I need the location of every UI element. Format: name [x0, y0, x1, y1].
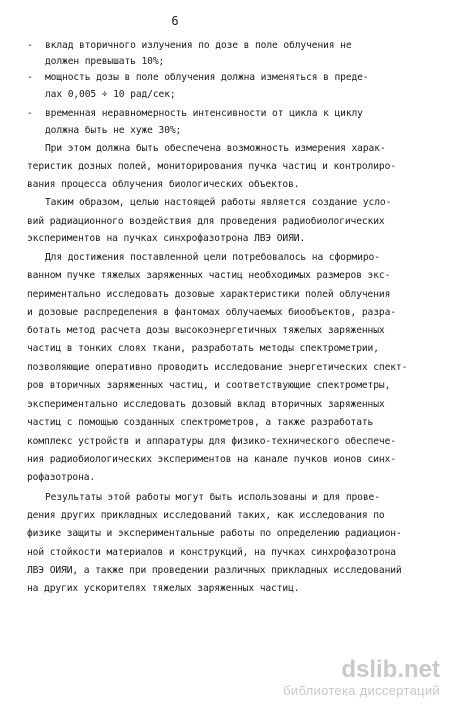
watermark-logo — [250, 657, 440, 698]
page-number: 6 — [171, 14, 179, 28]
paragraph-line: частиц с помощью созданных спектрометров, а также разработать — [27, 417, 374, 428]
bullet-mark: - — [27, 40, 33, 51]
paragraph-line: Таким образом, целью настоящей работы является создание усло- — [45, 197, 392, 208]
paragraph-line: экспериментов на пучках синхрофазотрона ЛВЭ ОИЯИ. — [27, 233, 306, 244]
paragraph-line: При этом должна быть обеспечена возможность измерения харак- — [45, 143, 386, 154]
paragraph-line: комплекс устройств и аппаратуры для физико-технического обеспече- — [27, 436, 396, 447]
paragraph-line: позволяющие оперативно проводить исследование энергетических спект- — [27, 362, 408, 373]
bullet-line: мощность дозы в поле облучения должна изменяться в преде- — [45, 72, 369, 83]
paragraph-line: ной стойкости материалов и конструкций, на пучках синхрофазотрона — [27, 547, 396, 558]
watermark-brand: dslib.net — [341, 656, 440, 683]
paragraph-line: периментально исследовать дозовые характеристики полей облучения — [27, 289, 391, 300]
paragraph-line: ванном пучке тяжелых заряженных частиц необходимых размеров экс- — [27, 270, 391, 281]
bullet-line: вклад вторичного излучения по дозе в поле облучения не — [45, 40, 352, 51]
paragraph-line: экспериментально исследовать дозовый вклад вторичных заряженных — [27, 399, 385, 410]
bullet-line: лах 0,005 ÷ 10 рад/сек; — [45, 89, 176, 100]
paragraph-line: и дозовые распределения в фантомах облучаемых биообъектов, разра- — [27, 307, 396, 318]
paragraph-line: дения других прикладных исследований таких, как исследования по — [27, 510, 385, 521]
bullet-mark: - — [27, 108, 33, 119]
bullet-line: временная неравномерность интенсивности от цикла к циклу — [45, 108, 363, 119]
paragraph-line: теристик дозных полей, мониторирования пучка частиц и контролиро- — [27, 161, 396, 172]
paragraph-line: Для достижения поставленной цели потребовалось на сформиро- — [45, 252, 380, 263]
bullet-line: должна быть не хуже 30%; — [45, 125, 182, 136]
paragraph-line: ЛВЭ ОИЯИ, а также при проведении различных прикладных исследований — [27, 565, 402, 576]
paragraph-line: на других ускорителях тяжелых заряженных частиц. — [27, 583, 300, 594]
paragraph-line: физике защиты и экспериментальные работы по определению радиацион- — [27, 528, 402, 539]
paragraph-line: частиц в тонких слоях ткани, разработать методы спектрометрии, — [27, 343, 379, 354]
paragraph-line: вий радиационного воздействия для проведения радиобиологических — [27, 216, 385, 227]
bullet-mark: - — [27, 72, 33, 83]
paragraph-line: ботать метод расчета дозы высокоэнергетичных тяжелых заряженных — [27, 325, 385, 336]
paragraph-line: Результаты этой работы могут быть использованы и для прове- — [45, 492, 380, 503]
watermark-tagline: библиотека диссертаций — [283, 683, 440, 698]
paragraph-line: ния радиобиологических экспериментов на канале пучков ионов синх- — [27, 454, 396, 465]
bullet-line: должен превышать 10%; — [45, 56, 165, 67]
paragraph-line: рофазотрона. — [27, 472, 96, 483]
paragraph-line: вания процесса облучения биологических объектов. — [27, 179, 300, 190]
paragraph-line: ров вторичных заряженных частиц, и соответствующие спектрометры, — [27, 380, 391, 391]
